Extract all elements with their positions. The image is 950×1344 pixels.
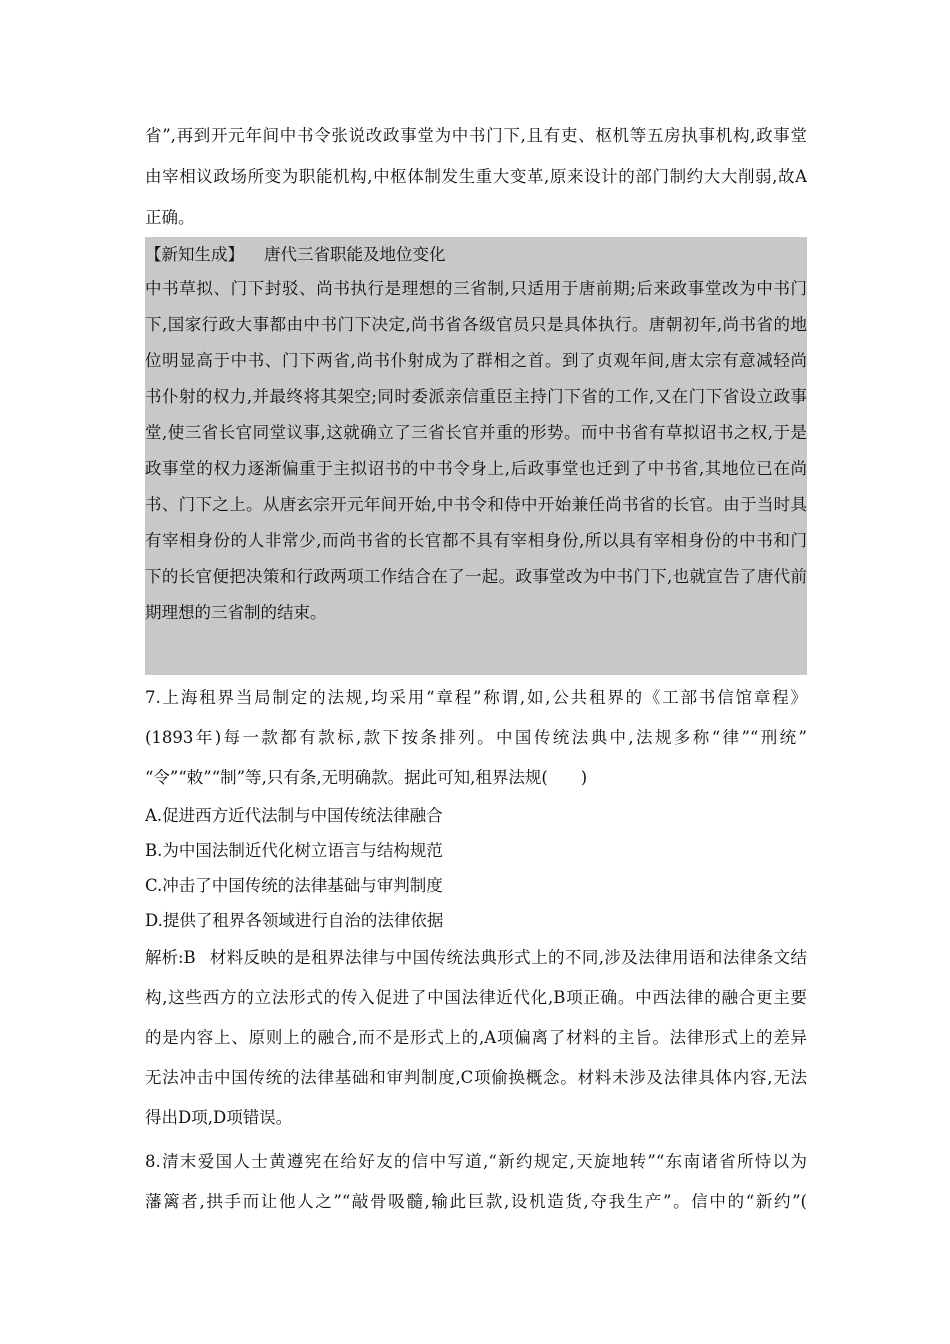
- knowledge-line: 堂,使三省长官同堂议事,这就确立了三省长官并重的形势。而中书省有草拟诏书之权,于是: [145, 423, 807, 442]
- knowledge-line: 期理想的三省制的结束。: [145, 603, 327, 622]
- knowledge-line: 中书草拟、门下封驳、尚书执行是理想的三省制,只适用于唐前期;后来政事堂改为中书门: [145, 279, 807, 298]
- intro-line: 由宰相议政场所变为职能机构,中枢体制发生重大变革,原来设计的部门制约大大削弱,故A: [145, 167, 807, 186]
- analysis-line: 得出D项,D项错误。: [145, 1108, 293, 1127]
- question-7-stem-line: (1893年)每一款都有款标,款下按条排列。中国传统法典中,法规多称“律”“刑统”: [145, 728, 807, 747]
- knowledge-box: [145, 237, 807, 675]
- knowledge-line: 下,国家行政大事都由中书门下决定,尚书省各级官员只是具体执行。唐朝初年,尚书省的地: [145, 315, 807, 334]
- option-c: C.冲击了中国传统的法律基础与审判制度: [145, 876, 443, 895]
- analysis-line: 构,这些西方的立法形式的传入促进了中国法律近代化,B项正确。中西法律的融合更主要: [145, 988, 807, 1007]
- option-d: D.提供了租界各领域进行自治的法律依据: [145, 911, 444, 930]
- question-8: [145, 1144, 807, 1220]
- knowledge-box-tag: 【新知生成】: [145, 245, 244, 264]
- question-7-options: [145, 798, 807, 938]
- question-8-stem-line: 藩篱者,拱手而让他人之”“敲骨吸髓,输此巨款,设机造货,夺我生产”。信中的“新约”(: [145, 1192, 807, 1211]
- knowledge-box-body: [145, 271, 807, 631]
- option-b: B.为中国法制近代化树立语言与结构规范: [145, 841, 443, 860]
- intro-line: 省”,再到开元年间中书令张说改政事堂为中书门下,且有吏、枢机等五房执事机构,政事堂: [145, 126, 807, 145]
- question-7-stem-line: 7.上海租界当局制定的法规,均采用“章程”称谓,如,公共租界的《工部书信馆章程》: [145, 688, 807, 707]
- knowledge-line: 有宰相身份的人非常少,而尚书省的长官都不具有宰相身份,所以具有宰相身份的中书和门: [145, 531, 807, 550]
- knowledge-line: 下的长官便把决策和行政两项工作结合在了一起。政事堂改为中书门下,也就宣告了唐代前: [145, 567, 807, 586]
- knowledge-line: 书、门下之上。从唐玄宗开元年间开始,中书令和侍中开始兼任尚书省的长官。由于当时具: [145, 495, 807, 514]
- question-7-stem-line: “令”“敕”“制”等,只有条,无明确款。据此可知,租界法规( ): [145, 768, 588, 787]
- knowledge-box-title: 唐代三省职能及地位变化: [264, 245, 446, 264]
- analysis-first-line: [145, 940, 807, 976]
- knowledge-box-heading: [145, 237, 807, 273]
- intro-line: 正确。: [145, 208, 195, 227]
- question-7-analysis: [145, 940, 807, 1136]
- analysis-line: 材料反映的是租界法律与中国传统法典形式上的不同,涉及法律用语和法律条文结: [209, 948, 807, 967]
- knowledge-line: 位明显高于中书、门下两省,尚书仆射成为了群相之首。到了贞观年间,唐太宗有意减轻尚: [145, 351, 807, 370]
- option-a: A.促进西方近代法制与中国传统法律融合: [145, 806, 443, 825]
- intro-paragraph: [145, 118, 807, 236]
- knowledge-line: 政事堂的权力逐渐偏重于主拟诏书的中书令身上,后政事堂也迁到了中书省,其地位已在尚: [145, 459, 807, 478]
- analysis-line: 的是内容上、原则上的融合,而不是形式上的,A项偏离了材料的主旨。法律形式上的差异: [145, 1028, 807, 1047]
- question-7: [145, 680, 807, 796]
- analysis-label: 解析:B: [145, 948, 196, 967]
- knowledge-line: 书仆射的权力,并最终将其架空;同时委派亲信重臣主持门下省的工作,又在门下省设立政事: [145, 387, 807, 406]
- question-8-stem-line: 8.清末爱国人士黄遵宪在给好友的信中写道,“新约规定,天旋地转”“东南诸省所恃以为: [145, 1152, 807, 1171]
- analysis-line: 无法冲击中国传统的法律基础和审判制度,C项偷换概念。材料未涉及法律具体内容,无法: [145, 1068, 807, 1087]
